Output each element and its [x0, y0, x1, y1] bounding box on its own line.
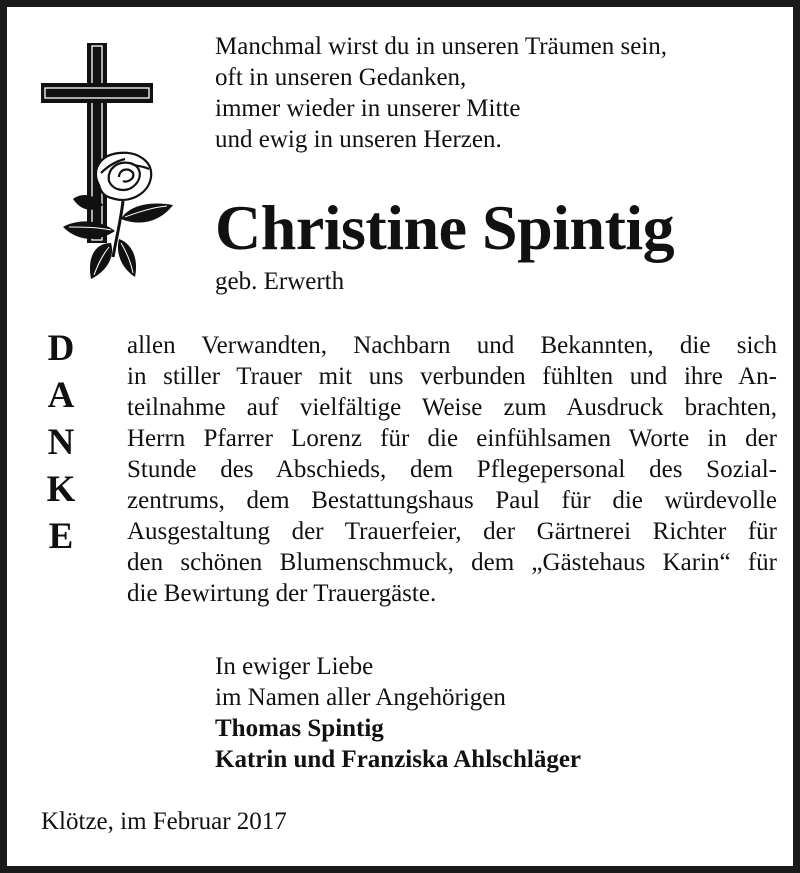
thanks-line: den schönen Blumenschmuck, dem „Gästehaus Karin“ für [127, 549, 777, 576]
poem [215, 31, 667, 155]
birth-name: geb. Erwerth [215, 268, 345, 295]
danke-letter: A [47, 375, 75, 416]
thanks-line: die Bewirtung der Trauergäste. [127, 580, 437, 607]
danke-vertical [41, 325, 81, 560]
cross-with-rose-icon [37, 43, 177, 283]
place-date: Klötze, im Februar 2017 [41, 808, 287, 835]
poem-line: und ewig in unseren Herzen. [215, 126, 502, 153]
danke-letter: E [48, 516, 74, 557]
closing-line: In ewiger Liebe [215, 653, 374, 680]
thanks-line: Ausgestaltung der Trauerfeier, der Gärtnerei Richter für [127, 518, 777, 545]
danke-letter: D [47, 328, 75, 369]
danke-letter: K [46, 469, 76, 510]
thanks-line: Stunde des Abschieds, dem Pflegepersonal des Sozial- [127, 456, 777, 483]
thanks-line: allen Verwandten, Nachbarn und Bekannten, die sich [127, 332, 777, 359]
closing [215, 651, 581, 775]
poem-line: Manchmal wirst du in unseren Träumen sein, [215, 33, 668, 60]
danke-letter: N [47, 422, 75, 463]
poem-line: immer wieder in unserer Mitte [215, 95, 521, 122]
thanks-line: Herrn Pfarrer Lorenz für die einfühlsamen Worte in der [127, 425, 777, 452]
thanks-line: in stiller Trauer mit uns verbunden fühlten und ihre An- [127, 363, 777, 390]
thanks-line: teilnahme auf vielfältige Weise zum Ausdruck brachten, [127, 394, 777, 421]
signer-name: Katrin und Franziska Ahlschläger [215, 746, 582, 773]
deceased-name: Christine Spintig [215, 192, 675, 263]
poem-line: oft in unseren Gedanken, [215, 64, 467, 91]
thanks-text [127, 330, 777, 609]
closing-line: im Namen aller Angehörigen [215, 684, 506, 711]
thanks-line: zentrums, dem Bestattungshaus Paul für die würdevolle [127, 487, 777, 514]
signer-name: Thomas Spintig [215, 715, 384, 742]
